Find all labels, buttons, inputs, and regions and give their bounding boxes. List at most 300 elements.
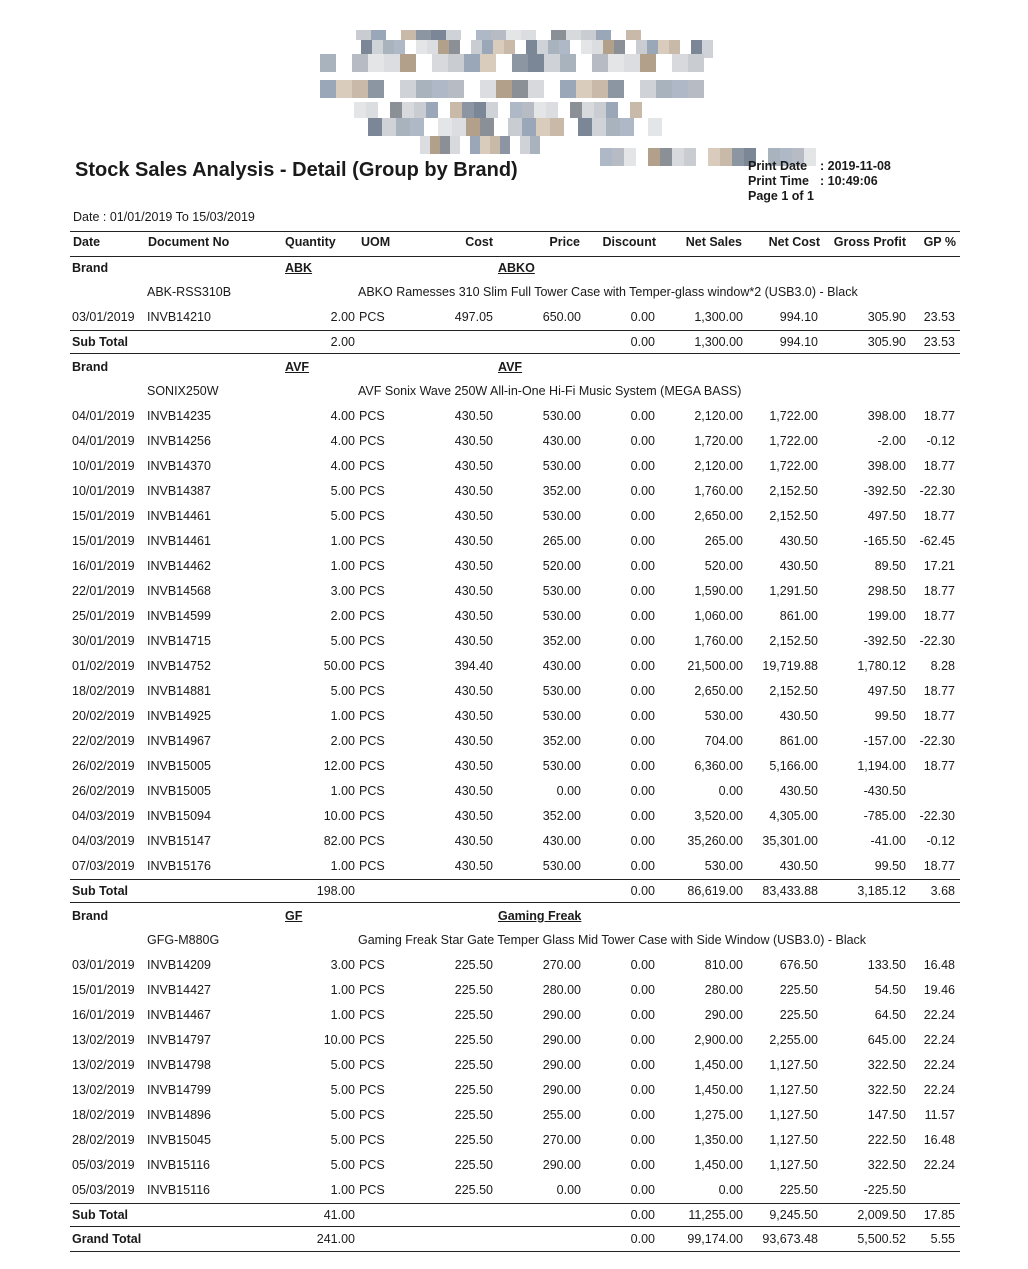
col-price: Price (549, 235, 580, 249)
cell-net-sales: 2,650.00 (694, 509, 743, 523)
logo-pixel (470, 136, 480, 154)
logo-pixel (510, 136, 520, 154)
cell-quantity: 5.00 (330, 634, 355, 648)
logo-pixel (634, 118, 648, 136)
cell-net-sales: 704.00 (704, 734, 743, 748)
brand-label: Brand (72, 909, 109, 923)
total-gp-percent: 3.68 (930, 884, 955, 898)
cell-net-sales: 1,590.00 (694, 584, 743, 598)
cell-cost: 225.50 (454, 1183, 493, 1197)
cell-discount: 0.00 (630, 1108, 655, 1122)
logo-pixel (636, 148, 648, 166)
cell-document-no: INVB14370 (147, 459, 211, 473)
logo-pixel (564, 118, 578, 136)
table-row (0, 731, 1028, 751)
table-row (0, 656, 1028, 676)
cell-uom: PCS (359, 659, 385, 673)
logo-pixel (660, 148, 672, 166)
cell-cost: 430.50 (454, 759, 493, 773)
col-uom: UOM (361, 235, 391, 249)
logo-pixel (400, 54, 416, 72)
cell-document-no: INVB14715 (147, 634, 211, 648)
total-gross-profit: 305.90 (867, 335, 906, 349)
logo-pixel (560, 80, 576, 98)
total-net-cost: 994.10 (779, 335, 818, 349)
logo-pixel (432, 54, 448, 72)
cell-quantity: 5.00 (330, 1058, 355, 1072)
logo-pixel (384, 54, 400, 72)
cell-uom: PCS (359, 459, 385, 473)
col-document-no: Document No (148, 235, 230, 249)
table-row (0, 1080, 1028, 1100)
cell-document-no: INVB14967 (147, 734, 211, 748)
cell-gross-profit: 322.50 (867, 1158, 906, 1172)
cell-cost: 430.50 (454, 609, 493, 623)
cell-net-sales: 1,350.00 (694, 1133, 743, 1147)
table-row (0, 1155, 1028, 1175)
total-quantity: 241.00 (316, 1232, 355, 1246)
cell-date: 26/02/2019 (72, 784, 135, 798)
cell-gp-percent: 18.77 (923, 509, 955, 523)
logo-pixel (592, 80, 608, 98)
cell-document-no: INVB15094 (147, 809, 211, 823)
page-number: Page 1 of 1 (748, 189, 814, 203)
logo-pixel (620, 118, 634, 136)
cell-net-cost: 1,291.50 (769, 584, 818, 598)
cell-date: 04/03/2019 (72, 809, 135, 823)
cell-gp-percent: 18.77 (923, 409, 955, 423)
cell-uom: PCS (359, 509, 385, 523)
logo-pixel (400, 80, 416, 98)
cell-gp-percent: -0.12 (926, 834, 955, 848)
cell-gross-profit: 54.50 (874, 983, 906, 997)
cell-gross-profit: 222.50 (867, 1133, 906, 1147)
cell-document-no: INVB14881 (147, 684, 211, 698)
col-date: Date (73, 235, 101, 249)
table-row (0, 1130, 1028, 1150)
cell-quantity: 5.00 (330, 484, 355, 498)
cell-discount: 0.00 (630, 1083, 655, 1097)
cell-price: 0.00 (556, 784, 581, 798)
cell-price: 530.00 (542, 859, 581, 873)
logo-pixel (648, 148, 660, 166)
total-discount: 0.00 (630, 335, 655, 349)
logo-pixel (608, 54, 624, 72)
report-title: Stock Sales Analysis - Detail (Group by Brand) (75, 159, 518, 181)
total-quantity: 41.00 (323, 1208, 355, 1222)
cell-net-sales: 6,360.00 (694, 759, 743, 773)
cell-net-cost: 1,722.00 (769, 409, 818, 423)
subtotal-top-rule (70, 330, 960, 331)
cell-date: 16/01/2019 (72, 559, 135, 573)
table-row (0, 756, 1028, 776)
cell-discount: 0.00 (630, 1058, 655, 1072)
cell-date: 25/01/2019 (72, 609, 135, 623)
logo-pixel (480, 118, 494, 136)
cell-net-sales: 1,450.00 (694, 1158, 743, 1172)
logo-pixel (496, 80, 512, 98)
total-net-cost: 9,245.50 (769, 1208, 818, 1222)
cell-quantity: 3.00 (330, 584, 355, 598)
logo-pixel (368, 54, 384, 72)
logo-pixel (576, 54, 592, 72)
logo-pixel (420, 136, 430, 154)
logo-pixel (368, 80, 384, 98)
cell-uom: PCS (359, 534, 385, 548)
cell-document-no: INVB14798 (147, 1058, 211, 1072)
cell-price: 290.00 (542, 1058, 581, 1072)
cell-uom: PCS (359, 434, 385, 448)
cell-document-no: INVB14461 (147, 534, 211, 548)
logo-pixel (508, 118, 522, 136)
table-row (0, 681, 1028, 701)
subtotal-top-rule (70, 879, 960, 880)
cell-gross-profit: 147.50 (867, 1108, 906, 1122)
cell-uom: PCS (359, 983, 385, 997)
cell-net-sales: 35,260.00 (687, 834, 743, 848)
cell-net-cost: 35,301.00 (762, 834, 818, 848)
table-row (0, 631, 1028, 651)
cell-cost: 430.50 (454, 859, 493, 873)
product-row (0, 381, 1028, 401)
cell-quantity: 4.00 (330, 459, 355, 473)
cell-date: 13/02/2019 (72, 1058, 135, 1072)
cell-gp-percent: 16.48 (923, 1133, 955, 1147)
cell-document-no: INVB14387 (147, 484, 211, 498)
logo-pixel (416, 54, 432, 72)
cell-net-cost: 4,305.00 (769, 809, 818, 823)
logo-pixel (544, 54, 560, 72)
cell-net-sales: 1,300.00 (694, 310, 743, 324)
cell-discount: 0.00 (630, 559, 655, 573)
logo-pixel (512, 54, 528, 72)
cell-date: 20/02/2019 (72, 709, 135, 723)
logo-pixel (490, 136, 500, 154)
cell-date: 10/01/2019 (72, 484, 135, 498)
cell-discount: 0.00 (630, 684, 655, 698)
cell-net-cost: 1,127.50 (769, 1058, 818, 1072)
cell-gp-percent: 18.77 (923, 684, 955, 698)
cell-date: 28/02/2019 (72, 1133, 135, 1147)
cell-uom: PCS (359, 709, 385, 723)
cell-quantity: 4.00 (330, 434, 355, 448)
cell-document-no: INVB14568 (147, 584, 211, 598)
cell-net-cost: 1,722.00 (769, 434, 818, 448)
logo-pixel (684, 148, 696, 166)
cell-price: 270.00 (542, 1133, 581, 1147)
cell-uom: PCS (359, 734, 385, 748)
cell-cost: 225.50 (454, 1058, 493, 1072)
logo-pixel (396, 118, 410, 136)
cell-gross-profit: -392.50 (863, 634, 906, 648)
table-row (0, 1030, 1028, 1050)
logo-pixel (648, 118, 662, 136)
cell-document-no: INVB14599 (147, 609, 211, 623)
cell-net-sales: 530.00 (704, 859, 743, 873)
cell-price: 352.00 (542, 809, 581, 823)
cell-net-cost: 2,152.50 (769, 684, 818, 698)
logo-pixel (368, 118, 382, 136)
cell-net-sales: 1,060.00 (694, 609, 743, 623)
cell-gp-percent: 18.77 (923, 609, 955, 623)
cell-quantity: 1.00 (330, 559, 355, 573)
cell-price: 290.00 (542, 1033, 581, 1047)
cell-date: 15/01/2019 (72, 534, 135, 548)
total-gp-percent: 17.85 (923, 1208, 955, 1222)
print-info (748, 159, 891, 204)
cell-discount: 0.00 (630, 434, 655, 448)
cell-date: 16/01/2019 (72, 1008, 135, 1022)
cell-gross-profit: 398.00 (867, 459, 906, 473)
cell-gp-percent: 11.57 (924, 1108, 955, 1122)
cell-date: 07/03/2019 (72, 859, 135, 873)
logo-pixel (640, 80, 656, 98)
cell-gp-percent: -62.45 (919, 534, 955, 548)
cell-quantity: 10.00 (323, 809, 355, 823)
cell-document-no: INVB14896 (147, 1108, 211, 1122)
cell-net-cost: 225.50 (779, 983, 818, 997)
cell-quantity: 5.00 (330, 1083, 355, 1097)
cell-net-sales: 1,450.00 (694, 1083, 743, 1097)
subtotal-label: Sub Total (72, 335, 129, 349)
total-gp-percent: 23.53 (923, 335, 955, 349)
logo-pixel (410, 118, 424, 136)
cell-net-cost: 2,152.50 (769, 484, 818, 498)
cell-discount: 0.00 (630, 1008, 655, 1022)
cell-date: 05/03/2019 (72, 1158, 135, 1172)
cell-quantity: 5.00 (330, 684, 355, 698)
brand-code: GF (285, 909, 303, 923)
logo-pixel (382, 118, 396, 136)
cell-price: 352.00 (542, 734, 581, 748)
cell-gp-percent: 17.21 (923, 559, 955, 573)
cell-document-no: INVB15045 (147, 1133, 211, 1147)
table-row (0, 481, 1028, 501)
cell-gp-percent: 23.53 (923, 310, 955, 324)
cell-quantity: 2.00 (330, 609, 355, 623)
cell-net-sales: 530.00 (704, 709, 743, 723)
cell-uom: PCS (359, 1158, 385, 1172)
cell-document-no: INVB14210 (147, 310, 211, 324)
table-row (0, 556, 1028, 576)
cell-gross-profit: 89.50 (874, 559, 906, 573)
total-discount: 0.00 (630, 1232, 655, 1246)
cell-cost: 497.05 (454, 310, 493, 324)
logo-pixel (624, 148, 636, 166)
grand-total-label: Grand Total (72, 1232, 142, 1246)
logo-pixel (424, 118, 438, 136)
cell-net-cost: 1,127.50 (769, 1083, 818, 1097)
logo-pixel (466, 118, 480, 136)
cell-net-cost: 1,722.00 (769, 459, 818, 473)
cell-gross-profit: -41.00 (870, 834, 906, 848)
cell-cost: 394.40 (454, 659, 493, 673)
logo-pixel (480, 54, 496, 72)
cell-quantity: 1.00 (330, 1183, 355, 1197)
cell-gross-profit: -392.50 (863, 484, 906, 498)
cell-gross-profit: 99.50 (874, 859, 906, 873)
logo-pixel (530, 136, 540, 154)
cell-date: 18/02/2019 (72, 684, 135, 698)
cell-cost: 430.50 (454, 784, 493, 798)
cell-gp-percent: -22.30 (919, 734, 955, 748)
cell-uom: PCS (359, 310, 385, 324)
cell-quantity: 1.00 (330, 709, 355, 723)
header-bottom-rule (70, 256, 960, 257)
cell-discount: 0.00 (630, 983, 655, 997)
cell-price: 530.00 (542, 684, 581, 698)
cell-net-cost: 430.50 (779, 534, 818, 548)
cell-uom: PCS (359, 1133, 385, 1147)
cell-gp-percent: 18.77 (923, 459, 955, 473)
cell-net-sales: 0.00 (718, 784, 743, 798)
cell-cost: 225.50 (454, 1033, 493, 1047)
total-net-sales: 11,255.00 (688, 1208, 743, 1222)
cell-uom: PCS (359, 609, 385, 623)
logo-pixel (448, 80, 464, 98)
cell-cost: 430.50 (454, 834, 493, 848)
print-time-label: Print Time (748, 174, 809, 188)
cell-gross-profit: 322.50 (867, 1083, 906, 1097)
cell-price: 530.00 (542, 509, 581, 523)
cell-net-sales: 2,900.00 (694, 1033, 743, 1047)
logo-pixel (656, 54, 672, 72)
cell-date: 04/03/2019 (72, 834, 135, 848)
cell-uom: PCS (359, 634, 385, 648)
total-gross-profit: 3,185.12 (857, 884, 906, 898)
cell-date: 26/02/2019 (72, 759, 135, 773)
cell-cost: 430.50 (454, 584, 493, 598)
cell-price: 530.00 (542, 584, 581, 598)
cell-discount: 0.00 (630, 834, 655, 848)
cell-gross-profit: -430.50 (863, 784, 906, 798)
cell-gp-percent: 18.77 (923, 859, 955, 873)
logo-pixel (688, 80, 704, 98)
product-code: SONIX250W (147, 384, 219, 398)
cell-net-sales: 1,720.00 (694, 434, 743, 448)
cell-price: 650.00 (542, 310, 581, 324)
cell-gross-profit: 497.50 (867, 684, 906, 698)
logo-pixel (606, 118, 620, 136)
subtotal-label: Sub Total (72, 884, 129, 898)
cell-cost: 225.50 (454, 1083, 493, 1097)
cell-discount: 0.00 (630, 1133, 655, 1147)
cell-cost: 430.50 (454, 809, 493, 823)
cell-price: 290.00 (542, 1158, 581, 1172)
cell-cost: 430.50 (454, 509, 493, 523)
cell-gp-percent: -22.30 (919, 809, 955, 823)
cell-net-sales: 2,650.00 (694, 684, 743, 698)
cell-discount: 0.00 (630, 509, 655, 523)
logo-pixel (500, 136, 510, 154)
cell-price: 270.00 (542, 958, 581, 972)
logo-pixel (496, 54, 512, 72)
cell-gp-percent: -22.30 (919, 634, 955, 648)
cell-cost: 225.50 (454, 958, 493, 972)
cell-price: 0.00 (556, 1183, 581, 1197)
cell-document-no: INVB14461 (147, 509, 211, 523)
cell-discount: 0.00 (630, 784, 655, 798)
cell-cost: 430.50 (454, 409, 493, 423)
cell-gp-percent: 22.24 (923, 1008, 955, 1022)
cell-date: 03/01/2019 (72, 310, 135, 324)
cell-net-sales: 1,275.00 (694, 1108, 743, 1122)
col-net-cost: Net Cost (768, 235, 820, 249)
col-cost: Cost (465, 235, 493, 249)
cell-gross-profit: 99.50 (874, 709, 906, 723)
cell-date: 01/02/2019 (72, 659, 135, 673)
product-row (0, 930, 1028, 950)
cell-document-no: INVB15005 (147, 784, 211, 798)
table-row (0, 456, 1028, 476)
table-row (0, 606, 1028, 626)
cell-document-no: INVB14752 (147, 659, 211, 673)
cell-discount: 0.00 (630, 310, 655, 324)
cell-cost: 225.50 (454, 1008, 493, 1022)
cell-price: 352.00 (542, 484, 581, 498)
cell-gross-profit: -225.50 (863, 1183, 906, 1197)
logo-pixel (416, 80, 432, 98)
cell-net-sales: 1,760.00 (694, 484, 743, 498)
cell-price: 430.00 (542, 834, 581, 848)
cell-gp-percent: -0.12 (926, 434, 955, 448)
cell-net-cost: 1,127.50 (769, 1108, 818, 1122)
logo-pixel (460, 136, 470, 154)
cell-gross-profit: -785.00 (863, 809, 906, 823)
subtotal-label: Sub Total (72, 1208, 129, 1222)
cell-date: 10/01/2019 (72, 459, 135, 473)
cell-discount: 0.00 (630, 1158, 655, 1172)
subtotal-bottom-rule (70, 902, 960, 903)
logo-pixel (512, 80, 528, 98)
cell-cost: 225.50 (454, 983, 493, 997)
company-logo-pixelated (320, 24, 710, 162)
cell-net-cost: 225.50 (779, 1183, 818, 1197)
cell-gross-profit: 305.90 (867, 310, 906, 324)
cell-uom: PCS (359, 1008, 385, 1022)
cell-cost: 430.50 (454, 559, 493, 573)
logo-pixel (612, 148, 624, 166)
cell-date: 03/01/2019 (72, 958, 135, 972)
cell-uom: PCS (359, 409, 385, 423)
cell-net-sales: 280.00 (704, 983, 743, 997)
subtotal-row (0, 881, 1028, 901)
cell-cost: 430.50 (454, 459, 493, 473)
logo-pixel (624, 54, 640, 72)
print-date-value: : 2019-11-08 (820, 159, 891, 173)
cell-uom: PCS (359, 684, 385, 698)
table-row (0, 307, 1028, 327)
cell-price: 290.00 (542, 1083, 581, 1097)
cell-gp-percent: 8.28 (930, 659, 955, 673)
cell-net-sales: 265.00 (704, 534, 743, 548)
logo-pixel (544, 80, 560, 98)
total-gross-profit: 2,009.50 (857, 1208, 906, 1222)
cell-date: 15/01/2019 (72, 983, 135, 997)
brand-row (0, 357, 1028, 377)
col-gp-percent: GP % (923, 235, 956, 249)
cell-quantity: 5.00 (330, 509, 355, 523)
logo-pixel (672, 80, 688, 98)
col-discount: Discount (602, 235, 656, 249)
total-quantity: 2.00 (330, 335, 355, 349)
cell-cost: 430.50 (454, 534, 493, 548)
table-row (0, 955, 1028, 975)
cell-net-cost: 861.00 (779, 609, 818, 623)
cell-gp-percent: 18.77 (923, 584, 955, 598)
total-net-cost: 93,673.48 (762, 1232, 818, 1246)
total-gp-percent: 5.55 (930, 1232, 955, 1246)
